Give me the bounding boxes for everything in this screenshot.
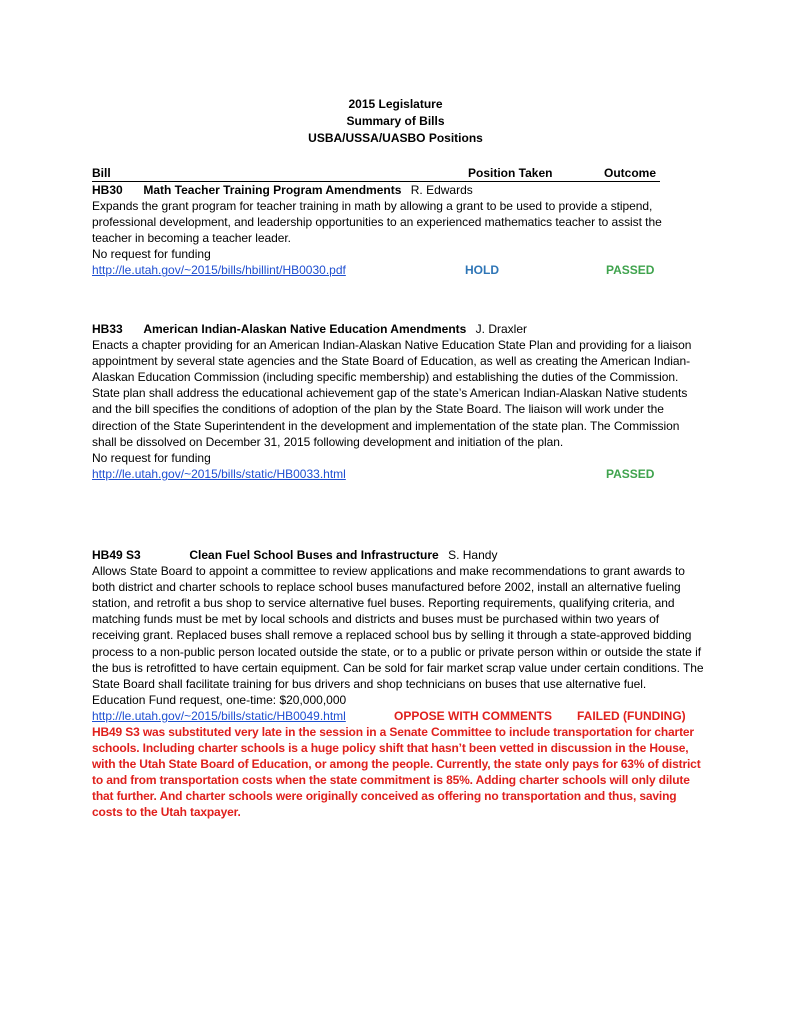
bill-sponsor: S. Handy (448, 548, 498, 562)
bill-title: American Indian-Alaskan Native Education Amendments (143, 322, 467, 336)
bill-description: Expands the grant program for teacher training in math by allowing a grant to be used to provide a stipend, professional development, and leadership opportunities to an experienced mathematics teacher to assist the teacher in becoming a teacher leader. (92, 199, 662, 246)
column-position: Position Taken (468, 166, 553, 180)
column-bill: Bill (92, 166, 111, 180)
bill-description: Allows State Board to appoint a committee to review applications and make recommendations to grant awards to both district and charter schools to replace school buses manufactured before 2002, install an alternative fueling station, and retrofit a bus shop to service alternative fuel buses. Reporting requirements, qualifying criteria, and matching funds must be met by local schools and districts and buses must be purchased within two years of receiving grant. Replaced buses shall remove a replaced school bus by selling it through a state-approved bidding process to a non-public person located outside the state, or to a public or private person within or outside the state if the bus is retrofitted to have certain equipment. Can be sold for fair market scrap value under certain conditions. The State Board shall facilitate training for bus drivers and shop technicians on buses that use alternative fuel. (92, 564, 704, 691)
bill-description: Enacts a chapter providing for an American Indian-Alaskan Native Education State Plan and providing for a liaison appointment by several state agencies and the State Board of Education, as well as creating the American Indian-Alaskan Education Commission (including specific membership) and establishing the duties of the Commission. State plan shall address the educational achievement gap of the state’s American Indian-Alaskan Native students and the bill specifies the conditions of adoption of the plan by the State Board. The liaison will work under the direction of the State Superintendent in the development and implementation of the state plan. The Commission shall be dissolved on December 31, 2015 following development and initiation of the plan. (92, 338, 692, 449)
bill-link-row (92, 708, 704, 724)
bill-title-line (92, 547, 704, 563)
bill-link[interactable]: http://le.utah.gov/~2015/bills/hbillint/HB0030.pdf (92, 263, 346, 278)
bill-title-line (92, 321, 704, 337)
position-taken: HOLD (465, 263, 499, 278)
bill-link[interactable]: http://le.utah.gov/~2015/bills/static/HB0033.html (92, 466, 346, 481)
column-headers (92, 166, 660, 182)
outcome: PASSED (606, 263, 655, 278)
bill-title-line (92, 182, 704, 198)
bill-link-row (92, 262, 704, 278)
bill-hb30 (92, 182, 704, 278)
bill-funding: No request for funding (92, 247, 211, 262)
bill-number: HB30 (92, 183, 123, 197)
bill-comment: HB49 S3 was substituted very late in the session in a Senate Committee to include transportation for charter schools. Including charter schools is a huge policy shift that hasn’t been vetted in discussion in the House, with the Utah State Board of Education, or among the people. Currently, the state only pays for 63% of district to and from transportation costs when the state commitment is 85%. Adding charter schools will only dilute that further. And charter schools were originally conceived as offering no transportation and thus, saving costs to the Utah taxpayer. (92, 724, 701, 820)
bill-funding: No request for funding (92, 450, 211, 465)
bill-number: HB49 S3 (92, 548, 141, 562)
outcome: FAILED (FUNDING) (577, 708, 686, 723)
outcome: PASSED (606, 466, 655, 481)
column-outcome: Outcome (604, 166, 657, 180)
bill-number: HB33 (92, 322, 123, 336)
header-title: 2015 Legislature (348, 97, 443, 111)
bill-sponsor: R. Edwards (410, 183, 473, 197)
document-header (0, 96, 791, 147)
bill-link[interactable]: http://le.utah.gov/~2015/bills/static/HB0049.html (92, 708, 346, 723)
bill-hb49-s3 (92, 547, 704, 821)
bill-hb33 (92, 321, 704, 482)
header-subtitle: Summary of Bills (346, 114, 445, 128)
bill-title: Math Teacher Training Program Amendments (143, 183, 402, 197)
header-positions: USBA/USSA/UASBO Positions (308, 131, 483, 145)
bill-link-row (92, 466, 704, 482)
position-taken: OPPOSE WITH COMMENTS (394, 708, 553, 723)
bill-title: Clean Fuel School Buses and Infrastructure (189, 548, 439, 562)
bill-funding: Education Fund request, one-time: $20,000,000 (92, 692, 347, 707)
bill-sponsor: J. Draxler (475, 322, 527, 336)
